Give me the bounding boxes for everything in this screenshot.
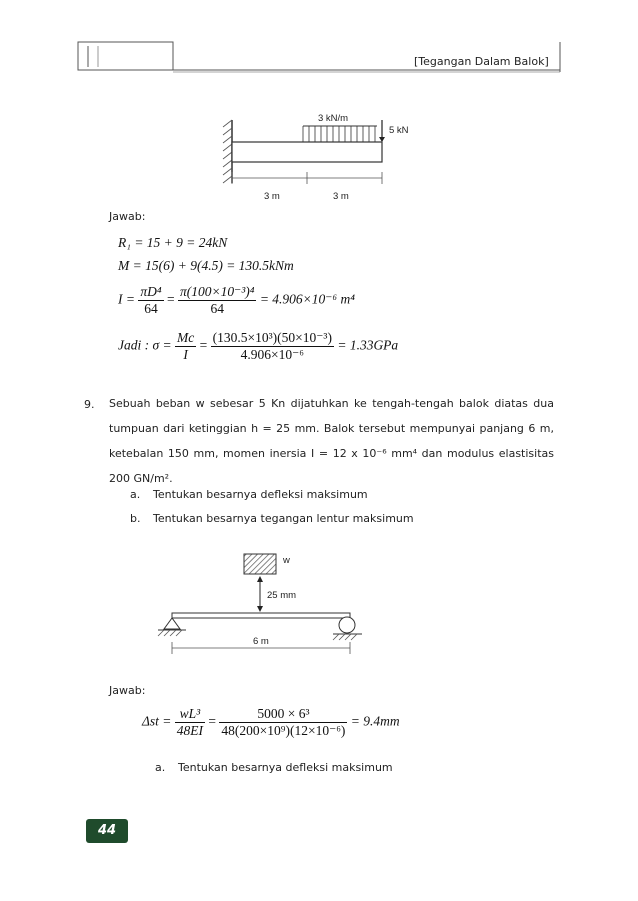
eq-d-frac1 — [175, 706, 205, 739]
cantilever-diagram — [215, 105, 435, 220]
point-load-label: 5 kN — [389, 125, 409, 136]
eq-i-num2: π(100×10⁻³)⁴ — [179, 284, 255, 299]
problem-text: Sebuah beban w sebesar 5 Kn dijatuhkan ke tengah-tengah balok diatas dua tumpuan dari ketinggian h = 25 mm. Balok tersebut mempunyai panjang 6 m, ketebalan 150 mm, momen inersia I = 12 x 10⁻⁶ mm⁴ dan modulus elastisitas 200 GN/m². — [109, 397, 554, 485]
eq-i-frac1 — [138, 284, 163, 317]
eq-d-lhs: Δst = — [142, 713, 172, 729]
eq-d-num1: wL³ — [175, 706, 205, 723]
item-b-label: b. — [130, 512, 141, 525]
eq-s-lhs: Jadi : σ = — [118, 337, 172, 353]
eq-d-den1: 48EI — [176, 723, 204, 738]
eq-d-num2: 5000 × 6³ — [219, 706, 347, 723]
eq-deflection: Δst = $\frac{\text{wL³}}{48EI}$ = $\frac{\text{5000 × 6³}}{\text{48(200×10⁹)(12×10⁻⁶)}}$ = 9.4mm — [142, 706, 400, 738]
eq-s-num1: Mc — [177, 330, 195, 345]
eq-i-den2: 64 — [210, 301, 224, 316]
span-label: 6 m — [253, 636, 269, 647]
item-a-text: Tentukan besarnya defleksi maksimum — [153, 488, 368, 501]
eq-inertia: I = $\frac{\text{πD⁴}}{64}$ = $\frac{\text{π(100×10⁻³)⁴}}{64}$ = 4.906×10⁻⁶ m⁴ — [118, 284, 355, 316]
answer2-label: Jawab: — [109, 684, 146, 697]
eq-s-den1: I — [183, 347, 188, 362]
problem-number: 9. — [84, 398, 95, 411]
answer2-item-label: a. — [155, 761, 166, 774]
eq-r1: R₁ = 15 + 9 = 24kN — [118, 235, 228, 250]
pin-support — [164, 618, 180, 629]
dim-left: 3 m — [264, 191, 280, 202]
header-title: [Tegangan Dalam Balok] — [414, 55, 549, 68]
eq-i-lhs: I = — [118, 291, 135, 307]
drop-weight-diagram — [150, 548, 380, 663]
eq-s-result: = 1.33GPa — [337, 337, 399, 353]
weight-label: w — [283, 555, 290, 566]
eq-stress: Jadi : σ = $\frac{Mc}{I}$ = $\frac{\text{(130.5×10³)(50×10⁻³)}}{\text{4.906×10⁻⁶}}$ = 1.33GPa — [118, 330, 399, 362]
item-b-text: Tentukan besarnya tegangan lentur maksimum — [153, 512, 414, 525]
eq-d-result: = 9.4mm — [350, 713, 400, 729]
answer2-item-text: Tentukan besarnya defleksi maksimum — [178, 761, 393, 774]
problem-item-a — [130, 488, 368, 501]
beam — [232, 142, 382, 162]
eq-s-frac1 — [175, 330, 196, 363]
problem-item-b — [130, 512, 414, 525]
eq-s-den2: 4.906×10⁻⁶ — [240, 347, 304, 362]
eq-s-frac2 — [211, 330, 334, 363]
roller-support — [339, 617, 355, 633]
dim-right: 3 m — [333, 191, 349, 202]
item-a-label: a. — [130, 488, 141, 501]
eq-s-num2: (130.5×10³)(50×10⁻³) — [212, 330, 332, 345]
page-number: 44 — [86, 819, 128, 843]
eq-moment: M = 15(6) + 9(4.5) = 130.5kNm — [118, 258, 294, 273]
eq-d-frac2 — [219, 706, 347, 739]
eq-i-frac2 — [178, 284, 256, 317]
eq-i-den1: 64 — [144, 301, 158, 316]
eq-d-den2: 48(200×10⁹)(12×10⁻⁶) — [221, 723, 346, 738]
weight-block — [244, 554, 276, 574]
answer1-label: Jawab: — [109, 210, 146, 223]
load-label: 3 kN/m — [318, 113, 349, 124]
beam2 — [172, 613, 350, 618]
answer2-item-a — [155, 761, 393, 774]
header-rule — [0, 0, 638, 80]
eq-i-result: = 4.906×10⁻⁶ m⁴ — [259, 291, 355, 307]
height-label: 25 mm — [267, 590, 297, 601]
eq-i-num1: πD⁴ — [140, 284, 162, 299]
